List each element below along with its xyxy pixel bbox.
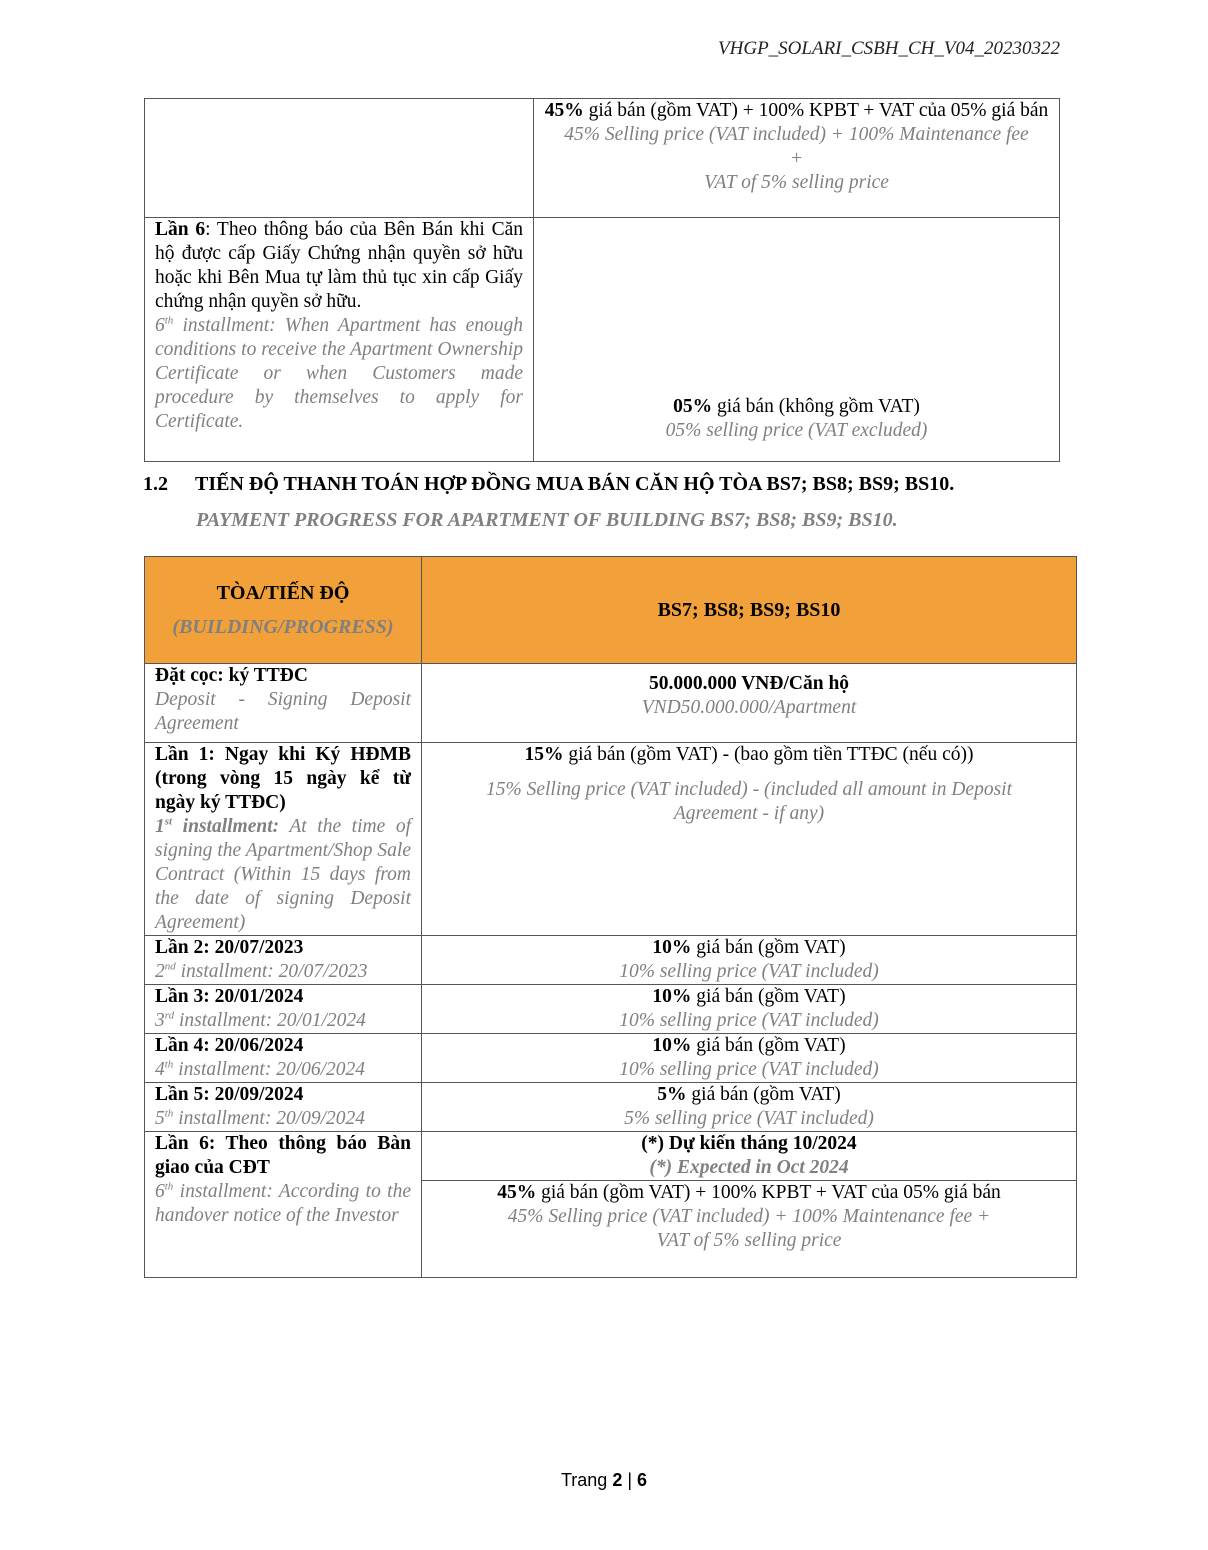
installment-label: Lần 2: 20/07/2023	[155, 937, 304, 958]
percent-label: 05%	[673, 396, 713, 417]
payment-text-en: 05% selling price (VAT excluded)	[665, 420, 928, 441]
table-row-installment-4	[145, 1034, 1077, 1083]
payment-text-vi: giá bán (gồm VAT) - (bao gồm tiền TTĐC (nếu có))	[563, 744, 974, 765]
ordinal-num: 4	[155, 1059, 165, 1080]
section-heading	[143, 473, 954, 496]
installment-text-en: installment: According to the handover notice of the Investor	[155, 1181, 411, 1226]
payment-text-en-2: +	[789, 148, 804, 169]
percent-label: 5%	[657, 1084, 687, 1105]
installment-cell	[145, 664, 422, 743]
ordinal-suffix: th	[164, 1107, 174, 1120]
ordinal-suffix: th	[164, 1058, 174, 1071]
installment-text-en: At the time of signing the Apartment/Shop Sale Contract (Within 15 days from the date of signing Deposit Agreement)	[155, 816, 412, 933]
ordinal-num: 3	[155, 1010, 165, 1031]
payment-progress-table	[144, 556, 1077, 1278]
payment-text-en: 5% selling price (VAT included)	[624, 1108, 874, 1129]
payment-cell	[422, 743, 1077, 936]
section-title-en: PAYMENT PROGRESS FOR APARTMENT OF BUILDING BS7; BS8; BS9; BS10.	[196, 509, 898, 531]
installment-label: Lần 4: 20/06/2024	[155, 1035, 304, 1056]
ordinal-num: 2	[155, 961, 165, 982]
payment-text-en: 10% selling price (VAT included)	[619, 961, 879, 982]
installment-cell	[145, 936, 422, 985]
payment-text-en-2: VAT of 5% selling price	[656, 1230, 842, 1251]
document-code: VHGP_SOLARI_CSBH_CH_V04_20230322	[718, 38, 1060, 59]
percent-label: 45%	[544, 100, 584, 121]
payment-text-en: VND50.000.000/Apartment	[641, 697, 857, 718]
installment-cell	[145, 218, 534, 462]
expected-date-cell	[422, 1132, 1077, 1181]
header-building-progress	[145, 557, 422, 664]
ordinal-suffix: rd	[164, 1009, 175, 1022]
header-col1-vi: TÒA/TIẾN ĐỘ	[216, 582, 350, 604]
installment-label: Lần 6	[155, 219, 206, 240]
expected-date-en: (*) Expected in Oct 2024	[649, 1157, 849, 1178]
header-buildings	[422, 557, 1077, 664]
payment-cell	[422, 664, 1077, 743]
table-row-installment-6	[145, 1132, 1077, 1181]
payment-text-en-1: 45% Selling price (VAT included) + 100% Maintenance fee +	[507, 1206, 991, 1227]
table-row-installment-5	[145, 1083, 1077, 1132]
ordinal-num: 5	[155, 1108, 165, 1129]
payment-cell	[422, 985, 1077, 1034]
payment-text-vi: giá bán (gồm VAT)	[691, 986, 846, 1007]
table-row-installment-2	[145, 936, 1077, 985]
percent-label: 10%	[652, 1035, 692, 1056]
section-title-vi: TIẾN ĐỘ THANH TOÁN HỢP ĐỒNG MUA BÁN CĂN HỘ TÒA BS7; BS8; BS9; BS10.	[195, 473, 955, 495]
installment-label: Lần 1: Ngay khi Ký HĐMB (trong vòng 15 ngày kể từ ngày ký TTĐC)	[155, 744, 411, 813]
payment-cell	[422, 1083, 1077, 1132]
installment-text-en: Deposit - Signing Deposit Agreement	[155, 689, 411, 734]
payment-text-en: 10% selling price (VAT included)	[619, 1010, 879, 1031]
payment-text-en-1: 45% Selling price (VAT included) + 100% Maintenance fee	[564, 124, 1029, 145]
payment-text-vi: giá bán (gồm VAT) + 100% KPBT + VAT của 05% giá bán	[536, 1182, 1001, 1203]
header-col1-en: (BUILDING/PROGRESS)	[172, 616, 394, 638]
page-footer	[0, 1470, 1208, 1491]
payment-text-vi: giá bán (gồm VAT) + 100% KPBT + VAT của 05% giá bán	[583, 100, 1049, 121]
payment-table-continued	[144, 98, 1060, 462]
installment-cell	[145, 743, 422, 936]
ordinal-num: 6	[155, 315, 165, 336]
payment-text-vi: giá bán (gồm VAT)	[691, 1035, 846, 1056]
payment-text-en: 10% selling price (VAT included)	[619, 1059, 879, 1080]
payment-text-vi: giá bán (gồm VAT)	[686, 1084, 841, 1105]
installment-cell	[145, 1034, 422, 1083]
payment-cell	[422, 1181, 1077, 1278]
installment-text-en: installment: 20/01/2024	[174, 1010, 366, 1031]
ordinal-suffix: th	[164, 314, 174, 327]
page-total: 6	[637, 1470, 648, 1490]
installment-label: Đặt cọc: ký TTĐC	[155, 665, 308, 686]
payment-text-en-3: VAT of 5% selling price	[704, 172, 889, 193]
payment-text-en: 15% Selling price (VAT included) - (included all amount in Deposit Agreement - if any)	[485, 779, 1013, 824]
page-number: 2	[612, 1470, 623, 1490]
installment-label: Lần 3: 20/01/2024	[155, 986, 304, 1007]
payment-cell	[534, 99, 1060, 218]
installment-text-vi: : Theo thông báo của Bên Bán khi Căn hộ được cấp Giấy Chứng nhận quyền sở hữu hoặc khi Bên Mua tự làm thủ tục xin cấp Giấy chứng nhận quyền sở hữu.	[155, 219, 523, 312]
ordinal-num: 1	[155, 816, 165, 837]
percent-label: 45%	[497, 1182, 537, 1203]
installment-text-en: installment: 20/06/2024	[173, 1059, 366, 1080]
installment-cell	[145, 985, 422, 1034]
payment-cell	[422, 1034, 1077, 1083]
page-separator: |	[622, 1470, 638, 1490]
payment-text-vi: giá bán (không gồm VAT)	[712, 396, 920, 417]
payment-text-vi: giá bán (gồm VAT)	[691, 937, 846, 958]
installment-cell	[145, 1083, 422, 1132]
ordinal-suffix: nd	[164, 960, 176, 973]
installment-text-en: installment: 20/07/2023	[175, 961, 368, 982]
ordinal-suffix: th	[164, 1180, 174, 1193]
table-header-row	[145, 557, 1077, 664]
table-row-installment-3	[145, 985, 1077, 1034]
installment-label: Lần 5: 20/09/2024	[155, 1084, 304, 1105]
installment-cell	[145, 1132, 422, 1278]
table-row-deposit	[145, 664, 1077, 743]
payment-cell	[534, 218, 1060, 462]
percent-label: 10%	[652, 986, 692, 1007]
ordinal-num: 6	[155, 1181, 165, 1202]
table-row	[145, 218, 1060, 462]
ordinal-suffix: st	[164, 815, 173, 828]
percent-label: 15%	[524, 744, 564, 765]
payment-text-vi: 50.000.000 VNĐ/Căn hộ	[648, 673, 850, 694]
installment-text-en: installment: 20/09/2024	[173, 1108, 366, 1129]
payment-cell	[422, 936, 1077, 985]
header-col2: BS7; BS8; BS9; BS10	[657, 599, 841, 621]
installment-label: Lần 6: Theo thông báo Bàn giao của CĐT	[155, 1133, 411, 1178]
section-number: 1.2	[143, 473, 168, 495]
percent-label: 10%	[652, 937, 692, 958]
empty-cell	[145, 99, 534, 218]
installment-text-en: installment: When Apartment has enough conditions to receive the Apartment Ownership Certificate or when Customers made procedure by themselves to apply for Certificate.	[155, 315, 523, 432]
page-prefix: Trang	[560, 1470, 613, 1490]
table-row-installment-1	[145, 743, 1077, 936]
table-row	[145, 99, 1060, 218]
installment-word: installment:	[172, 816, 280, 837]
expected-date-vi: (*) Dự kiến tháng 10/2024	[641, 1133, 857, 1154]
